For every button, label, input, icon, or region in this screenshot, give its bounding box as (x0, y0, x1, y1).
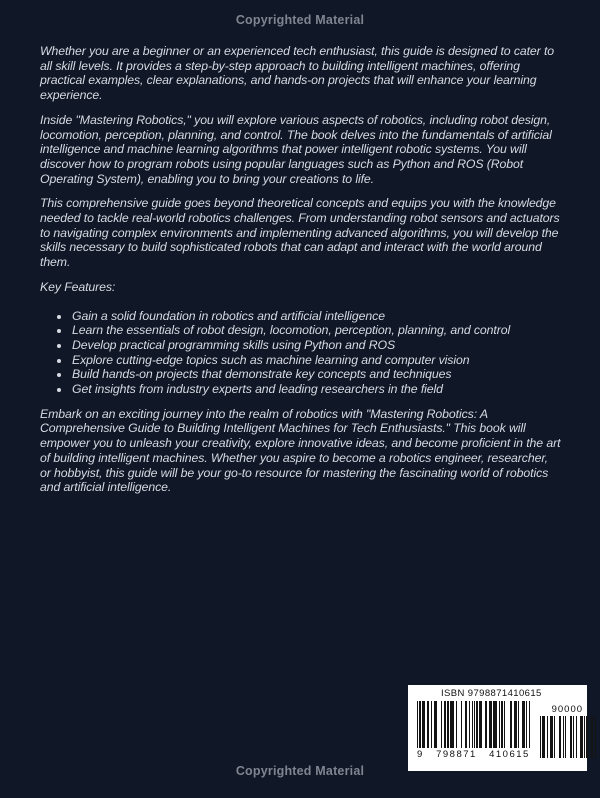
ean13-bars (417, 701, 530, 748)
ean13-barcode (417, 701, 530, 760)
ean13-digits (417, 749, 530, 760)
closing-paragraph: Embark on an exciting journey into the realm of robotics with "Mastering Robotics: A Comprehensive Guide to Building Intelligent Machines for Tech Enthusiasts." This book will empower you to unleash your creativity, explore innovative ideas, and become proficient in the art of building intelligent machines. Whether you aspire to become a robotics engineer, researcher, or hobbyist, this guide will be your go-to resource for mastering the fascinating world of robotics and artificial intelligence. (40, 406, 561, 495)
key-feature-item: • Build hands-on projects that demonstrate key concepts and techniques (71, 367, 561, 382)
key-feature-item: • Explore cutting-edge topics such as machine learning and computer vision (71, 353, 561, 368)
barcode-row (417, 701, 584, 760)
price-code-label: 90000 (551, 704, 584, 715)
copyright-banner-bottom: Copyrighted Material (235, 764, 365, 778)
key-feature-item: • Get insights from industry experts and leading researchers in the field (71, 382, 561, 397)
copyright-banner-top: Copyrighted Material (235, 13, 365, 27)
ean13-digit-group: 798871 (436, 749, 477, 760)
ean5-bars (539, 716, 596, 758)
barcode (408, 685, 587, 771)
key-features-heading: Key Features: (40, 279, 116, 294)
key-feature-item: • Learn the essentials of robot design, locomotion, perception, planning, and control (71, 323, 561, 338)
overview-paragraph: Inside "Mastering Robotics," you will explore various aspects of robotics, including robot design, locomotion, perception, planning, and control. The book delves into the fundamentals of artificial intelligence and machine learning algorithms that power intelligent robotic systems. You will discover how to program robots using popular languages such as Python and ROS (Robot Operating System), enabling you to bring your creations to life. (40, 112, 552, 186)
key-features-list (40, 309, 561, 397)
skills-paragraph: This comprehensive guide goes beyond theoretical concepts and equips you with the knowledge needed to tackle real-world robotics challenges. From understanding robot sensors and actuators to navigating complex environments and implementing advanced algorithms, you will develop the skills necessary to build sophisticated robots that can adapt and interact with the world around them. (40, 196, 560, 270)
key-feature-item: • Gain a solid foundation in robotics and artificial intelligence (71, 309, 561, 324)
ean5-supplement-barcode (539, 704, 596, 758)
ean13-digit-group: 9 (417, 749, 424, 760)
isbn-label: ISBN 9798871410615 (441, 688, 542, 699)
back-cover-text (40, 44, 561, 505)
intro-paragraph: Whether you are a beginner or an experienced tech enthusiast, this guide is designed to cater to all skill levels. It provides a step-by-step approach to building intelligent machines, offering practical examples, clear explanations, and hands-on projects that will enhance your learning experience. (40, 44, 555, 103)
ean13-digit-group: 410615 (489, 749, 530, 760)
key-feature-item: • Develop practical programming skills using Python and ROS (71, 338, 561, 353)
